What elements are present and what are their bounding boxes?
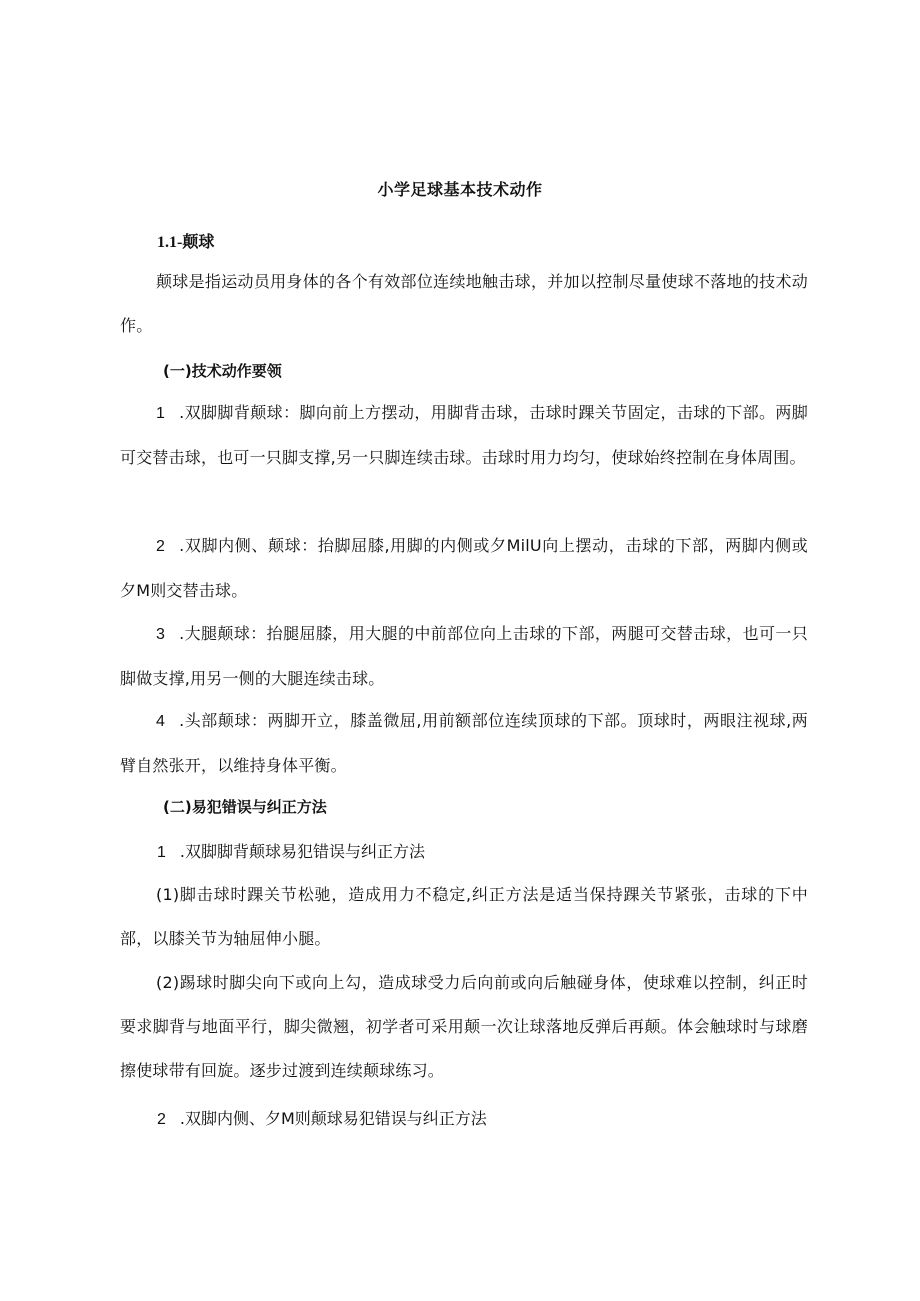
item-text: .双脚内侧、颠球：抬脚屈膝,用脚的内侧或夕MilU向上摆动，击球的下部，两脚内侧或夕M则交替击球。 bbox=[120, 536, 808, 600]
item-number: 1 bbox=[156, 405, 166, 422]
item-text: .大腿颠球：抬腿屈膝，用大腿的中前部位向上击球的下部，两腿可交替击球，也可一只脚做支撑,用另一侧的大腿连续击球。 bbox=[120, 624, 808, 688]
error-item-inside bbox=[157, 1107, 487, 1132]
item-number: 2 bbox=[156, 538, 166, 555]
intro-paragraph: 颠球是指运动员用身体的各个有效部位连续地触击球，并加以控制尽量使球不落地的技术动作。 bbox=[120, 272, 808, 335]
error-item-instep bbox=[157, 840, 425, 865]
item-head-juggling bbox=[120, 699, 808, 788]
item-text: .双脚内侧、夕M则颠球易犯错误与纠正方法 bbox=[179, 1109, 487, 1128]
item-number: 1 bbox=[157, 844, 166, 861]
item-number: 2 bbox=[157, 1111, 166, 1128]
item-inside-juggling bbox=[120, 524, 808, 613]
item-instep-juggling bbox=[120, 391, 808, 480]
item-number: 4 bbox=[156, 713, 166, 730]
fix-paragraph-1: (1)脚击球时踝关节松驰，造成用力不稳定,纠正方法是适当保持踝关节紧张，击球的下中部，以膝关节为轴屈伸小腿。 bbox=[120, 885, 808, 948]
fix-paragraph-2: (2)踢球时脚尖向下或向上勾，造成球受力后向前或向后触碰身体，使球难以控制，纠正时要求脚背与地面平行，脚尖微翘，初学者可采用颠一次让球落地反弹后再颠。体会触球时与球磨擦使球带有回旋。逐步过渡到连续颠球练习。 bbox=[120, 973, 808, 1080]
section-heading: 1.1-颠球 bbox=[157, 234, 215, 251]
item-thigh-juggling bbox=[120, 612, 808, 701]
item-text: .双脚脚背颠球：脚向前上方摆动，用脚背击球，击球时踝关节固定，击球的下部。两脚可交替击球，也可一只脚支撑,另一只脚连续击球。击球时用力均匀，使球始终控制在身体周围。 bbox=[120, 403, 808, 467]
item-text: .双脚脚背颠球易犯错误与纠正方法 bbox=[179, 842, 425, 861]
subheading-errors: (二)易犯错误与纠正方法 bbox=[163, 798, 327, 816]
item-text: .头部颠球：两脚开立，膝盖微屈,用前额部位连续顶球的下部。顶球时，两眼注视球,两臂自然张开，以维持身体平衡。 bbox=[120, 711, 808, 775]
subheading-technique: (一)技术动作要领 bbox=[163, 362, 282, 380]
item-number: 3 bbox=[156, 626, 166, 643]
document-title: 小学足球基本技术动作 bbox=[377, 180, 543, 199]
